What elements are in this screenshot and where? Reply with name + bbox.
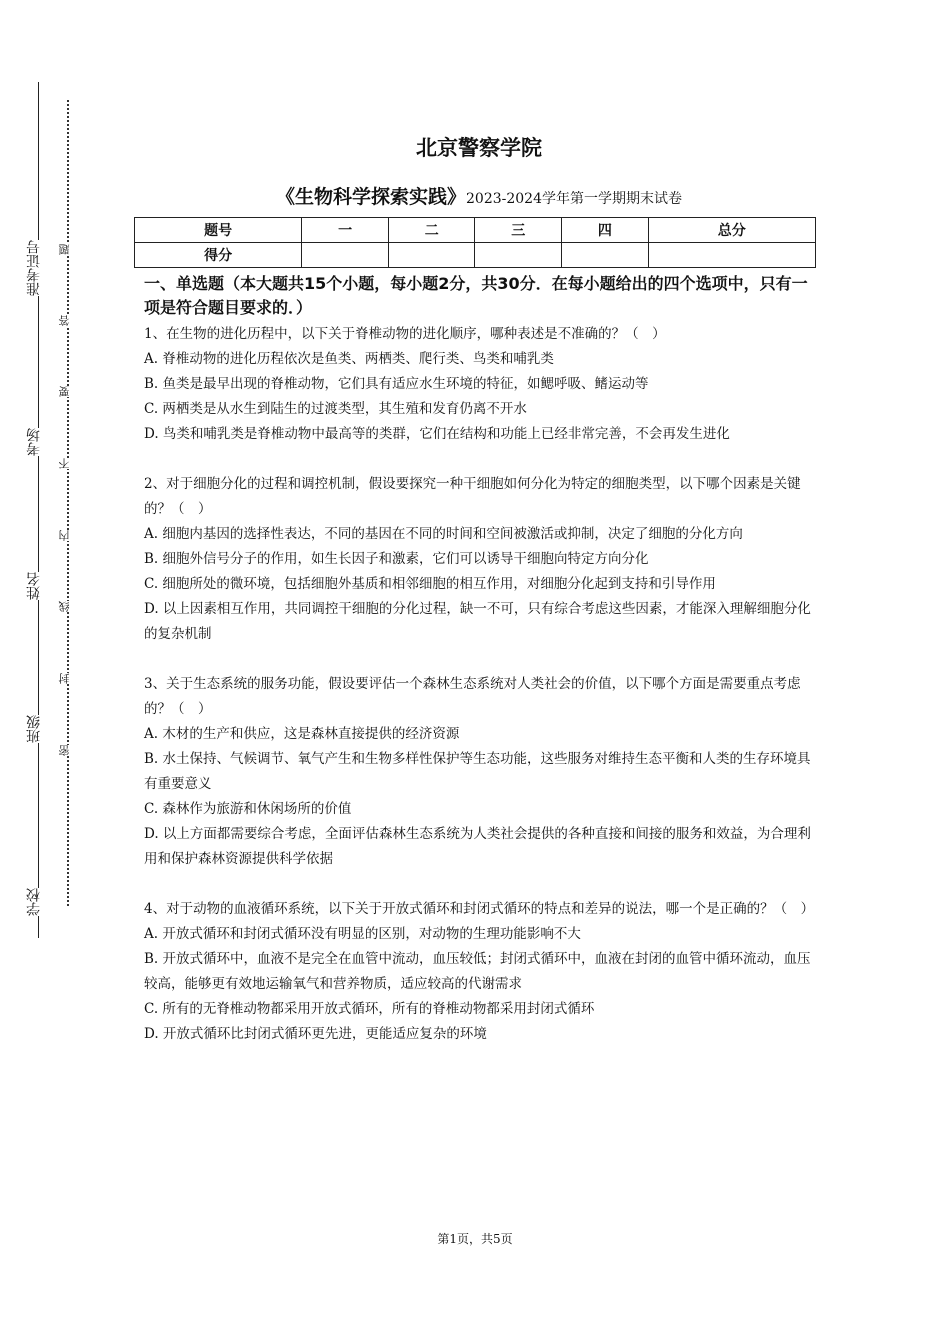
seal-char: 不: [58, 458, 76, 469]
option-b: B. 开放式循环中，血液不是完全在血管中流动，血压较低；封闭式循环中，血液在封闭的血管中循环流动，血压较高，能够更有效地运输氧气和营养物质，适应较高的代谢需求: [144, 951, 811, 992]
option-d: D. 以上因素相互作用，共同调控干细胞的分化过程，缺一不可，只有综合考虑这些因素，才能深入理解细胞分化的复杂机制: [144, 601, 811, 642]
score-table-cell: 三: [475, 218, 562, 243]
page-number: 第1页，共5页: [437, 1232, 513, 1246]
question-stem: 2、对于细胞分化的过程和调控机制，假设要探究一种干细胞如何分化为特定的细胞类型，以下哪个因素是关键的？（ ）: [144, 476, 801, 517]
question-stem: 3、关于生态系统的服务功能，假设要评估一个森林生态系统对人类社会的价值，以下哪个方面是需要重点考虑的？（ ）: [144, 676, 801, 717]
question-1: [144, 322, 812, 447]
option-c: C. 两栖类是从水生到陆生的过渡类型，其生殖和发育仍离不开水: [144, 401, 527, 417]
seal-char: 封: [58, 673, 76, 684]
seal-char: 答: [58, 315, 76, 326]
score-table-cell: 得分: [135, 243, 302, 268]
option-b: B. 水土保持、气候调节、氧气产生和生物多样性保护等生态功能，这些服务对维持生态平衡和人类的生存环境具有重要意义: [144, 751, 811, 792]
question-2: [144, 472, 812, 647]
score-blank-cell[interactable]: [388, 243, 475, 268]
score-table-score-row: [135, 243, 816, 268]
option-a: A. 开放式循环和封闭式循环没有明显的区别，对动物的生理功能影响不大: [144, 926, 581, 942]
score-table: [134, 217, 816, 268]
score-blank-cell[interactable]: [648, 243, 815, 268]
option-b: B. 细胞外信号分子的作用，如生长因子和激素，它们可以诱导干细胞向特定方向分化: [144, 551, 649, 567]
exam-room-label: 考场: [20, 428, 48, 456]
score-blank-cell[interactable]: [302, 243, 389, 268]
option-c: C. 森林作为旅游和休闲场所的价值: [144, 801, 352, 817]
score-blank-cell[interactable]: [475, 243, 562, 268]
course-name: 《生物科学探索实践》: [275, 186, 466, 208]
option-d: D. 开放式循环比封闭式循环更先进，更能适应复杂的环境: [144, 1026, 487, 1042]
option-c: C. 所有的无脊椎动物都采用开放式循环，所有的脊椎动物都采用封闭式循环: [144, 1001, 595, 1017]
question-4: [144, 897, 815, 1047]
option-c: C. 细胞所处的微环境，包括细胞外基质和相邻细胞的相互作用，对细胞分化起到支持和引导作用: [144, 576, 716, 592]
section-heading: 一、单选题（本大题共15个小题，每小题2分，共30分．在每小题给出的四个选项中，只有一项是符合题目要求的．）: [144, 274, 808, 317]
score-table-cell: 二: [388, 218, 475, 243]
option-a: A. 脊椎动物的进化历程依次是鱼类、两栖类、爬行类、鸟类和哺乳类: [144, 351, 554, 367]
seal-char: 内: [58, 530, 76, 541]
seal-char: 线: [58, 601, 76, 612]
score-table-cell: 题号: [135, 218, 302, 243]
seal-char: 要: [58, 386, 76, 397]
score-table-cell: 一: [302, 218, 389, 243]
exam-number-label: 准考证号: [20, 240, 48, 296]
score-table-cell: 四: [562, 218, 649, 243]
question-stem: 1、在生物的进化历程中，以下关于脊椎动物的进化顺序，哪种表述是不准确的？（ ）: [144, 326, 666, 342]
score-blank-cell[interactable]: [562, 243, 649, 268]
school-label: 学校: [20, 888, 48, 916]
question-list: [144, 322, 815, 1072]
binding-margin: [0, 0, 95, 1344]
seal-char: 密: [58, 745, 76, 756]
name-label: 姓名: [20, 572, 48, 600]
option-a: A. 细胞内基因的选择性表达，不同的基因在不同的时间和空间被激活或抑制，决定了细胞的分化方向: [144, 526, 743, 542]
score-table-header-row: [135, 218, 816, 243]
option-d: D. 以上方面都需要综合考虑，全面评估森林生态系统为人类社会提供的各种直接和间接的服务和效益，为合理利用和保护森林资源提供科学依据: [144, 826, 811, 867]
exam-term: 2023-2024学年第一学期期末试卷: [466, 191, 682, 207]
question-3: [144, 672, 812, 872]
exam-title: [144, 182, 814, 209]
option-d: D. 鸟类和哺乳类是脊椎动物中最高等的类群，它们在结构和功能上已经非常完善，不会再发生进化: [144, 426, 730, 442]
option-b: B. 鱼类是最早出现的脊椎动物，它们具有适应水生环境的特征，如鳃呼吸、鳍运动等: [144, 376, 649, 392]
question-stem: 4、对于动物的血液循环系统，以下关于开放式循环和封闭式循环的特点和差异的说法，哪一个是正确的？（ ）: [144, 901, 815, 917]
binding-solid-line: [38, 82, 39, 938]
seal-char: 题: [58, 244, 76, 255]
class-label: 班级: [20, 715, 48, 743]
option-a: A. 木材的生产和供应，这是森林直接提供的经济资源: [144, 726, 460, 742]
school-title: 北京警察学院: [416, 136, 542, 160]
seal-dotted-line: [67, 100, 69, 906]
score-table-cell: 总分: [648, 218, 815, 243]
